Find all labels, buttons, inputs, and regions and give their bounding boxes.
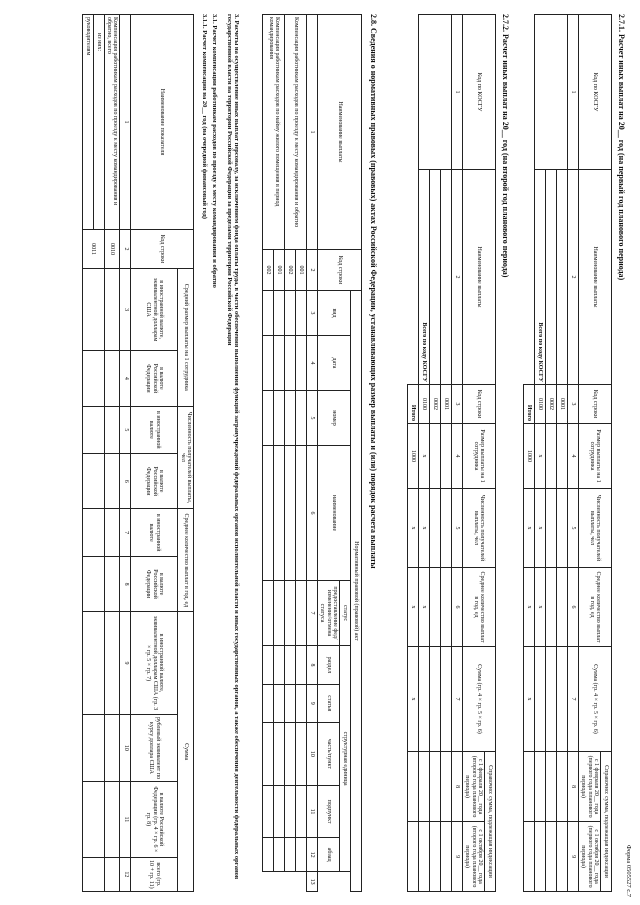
section-3-title: 3. Расчеты на осуществление иных выплат персоналу, за исключением фонда оплаты труда, в части обеспечения выполнения функций загранучреждений федеральных органов исполнительной власти и иных государственных органов, а также обеспечения деятельности федеральных органов государственной власти на территории Российской Федерации за пределами территории Российской Федерации: [225, 14, 240, 880]
num-cell: 12: [120, 857, 131, 891]
col-sum: Сумма: [178, 612, 194, 892]
num-cell: 1: [568, 15, 579, 170]
num-cell: 1: [452, 15, 463, 170]
col-avg: Среднее количество выплат в год, ед: [463, 568, 496, 647]
row-name: Компенсация работникам расходов по найму жилого помещения в период командирования: [263, 15, 285, 250]
col-code: Код строки: [579, 385, 612, 424]
col-kosgu: Код по КОСГУ: [463, 15, 496, 170]
num-cell: 1: [307, 15, 318, 250]
col-name: Наименование выплаты: [579, 170, 612, 385]
num-cell: 2: [120, 230, 131, 269]
x-cell: x: [419, 489, 430, 568]
col-status-sub: предоставление фед/изменение/отмена статуса: [318, 581, 340, 646]
x-cell: x: [419, 568, 430, 647]
col-oct: с 1 октября 20__ года (первого года планового периода): [579, 822, 601, 892]
num-cell: 4: [452, 424, 463, 489]
row-code: 0001: [441, 385, 452, 424]
table-2-7-2: [407, 14, 496, 892]
num-cell: 12: [307, 838, 318, 872]
col-avg: Среднее количество выплат в год, ед: [579, 568, 612, 647]
col-avgcount: Среднее количество выплат в год, ед: [178, 509, 194, 612]
section-2-7-2-title: 2.7.2. Расчет иных выплат на 20__ год (на второй год планового периода): [501, 14, 510, 278]
num-cell: 5: [568, 489, 579, 568]
table-2-8: [262, 14, 362, 892]
col-section: раздел: [318, 646, 340, 685]
num-cell: 4: [307, 336, 318, 391]
x-cell: x: [524, 568, 535, 647]
col-count: Численность получателей выплаты, чел: [579, 489, 612, 568]
col-kind: вид: [318, 291, 351, 336]
col-sum-total: всего (гр. 10 + гр. 11): [131, 857, 178, 891]
col-feb: с 1 февраля 20__ года (первого года планового периода): [579, 752, 601, 822]
col-avg: Средний размер выплаты на 1 сотрудника: [178, 269, 194, 407]
num-cell: 5: [120, 406, 131, 453]
table-row: [441, 15, 452, 892]
col-oct: с 1 октября 20__ года (второго года планового периода): [463, 822, 485, 892]
num-cell: 2: [307, 250, 318, 291]
row-code: 001: [274, 250, 285, 291]
num-cell: 6: [307, 446, 318, 581]
col-kosgu: Код по КОСГУ: [579, 15, 612, 170]
total-code: 1000: [524, 424, 535, 489]
num-cell: 3: [452, 385, 463, 424]
x-cell: x: [535, 489, 546, 568]
col-cnt-fx: в иностранной валюте: [131, 406, 178, 453]
x-cell: x: [535, 568, 546, 647]
col-avgcnt-fx: в иностранной валюте: [131, 509, 178, 556]
num-cell: 13: [307, 872, 318, 892]
section-3-1-title: 3.1. Расчет компенсации работникам расходов по проезду к месту командирования и обратно: [211, 14, 218, 288]
col-date: дата: [318, 336, 351, 391]
num-cell: 10: [120, 714, 131, 781]
form-code: Форма 0505527 с.7: [625, 844, 632, 897]
num-cell: 7: [568, 647, 579, 752]
num-cell: 4: [120, 351, 131, 406]
total-kosgu-code: 0100: [419, 385, 430, 424]
col-code: Код строки: [131, 230, 194, 269]
num-cell: 5: [452, 489, 463, 568]
col-part: структурная единица: [340, 646, 351, 872]
x-cell: x: [524, 647, 535, 752]
row-code: 0001: [557, 385, 568, 424]
num-cell: 2: [452, 170, 463, 385]
col-code: Код строки: [318, 250, 362, 291]
num-cell: 8: [452, 752, 463, 822]
x-cell: x: [408, 647, 419, 752]
num-cell: 7: [452, 647, 463, 752]
total-kosgu-label: Всего по коду КОСГУ: [419, 170, 430, 385]
num-cell: 9: [307, 684, 318, 722]
num-cell: 6: [452, 568, 463, 647]
col-name: Наименование показателя: [131, 15, 194, 230]
col-avg-rub: в валюте Российской Федерации: [131, 351, 178, 406]
num-cell: 6: [568, 568, 579, 647]
total-label: Итого: [524, 385, 535, 424]
row-name: из них:: [93, 15, 104, 230]
table-3-1-1: [82, 14, 194, 892]
num-cell: 11: [120, 782, 131, 858]
num-cell: 3: [568, 385, 579, 424]
col-code: Код строки: [463, 385, 496, 424]
num-cell: 8: [120, 556, 131, 611]
col-size: Размер выплаты на 1 сотрудника: [463, 424, 496, 489]
col-status: статус: [340, 581, 351, 646]
table-row: [524, 15, 535, 892]
table-row: [104, 15, 120, 892]
num-cell: 8: [568, 752, 579, 822]
col-sum: Сумма (гр. 4 × гр. 5 × гр. 6): [579, 647, 612, 752]
total-code: 1000: [408, 424, 419, 489]
table-2-7-1: [523, 14, 612, 892]
row-code: 0011: [82, 230, 104, 269]
row-name: Компенсация работникам расходов по проезду к месту командирования и обратно: [285, 15, 307, 250]
col-size: Размер выплаты на 1 сотрудника: [579, 424, 612, 489]
num-cell: 3: [120, 269, 131, 351]
col-sum: Сумма (гр. 4 × гр. 5 × гр. 6): [463, 647, 496, 752]
num-cell: 5: [307, 391, 318, 446]
num-cell: 2: [568, 170, 579, 385]
num-cell: 1: [120, 15, 131, 230]
col-subpoint: подпункт: [318, 786, 340, 838]
num-cell: 4: [568, 424, 579, 489]
col-article: статья: [318, 684, 340, 722]
col-act: Нормативный правовой (правовой) акт: [351, 291, 362, 892]
col-indexation: Справочно: сумма, подлежащая индексации: [601, 752, 612, 892]
num-cell: 6: [120, 454, 131, 509]
section-2-8-title: 2.8. Сведения о нормативных правовых (правовых) актах Российской Федерации, устанавливающих размер выплаты и (или) порядок расчета выплаты: [369, 14, 378, 569]
col-name: Наименование выплаты: [318, 15, 362, 250]
table-row: [274, 15, 285, 892]
x-cell: x: [408, 489, 419, 568]
total-kosgu-code: 0100: [535, 385, 546, 424]
col-feb: с 1 февраля 20__ года (второго года планового периода): [463, 752, 485, 822]
x-cell: x: [408, 568, 419, 647]
col-avg-fx: в иностранной валюте, эквивалентной долларам США: [131, 269, 178, 351]
num-cell: 7: [307, 581, 318, 646]
col-cnt-rub: в валюте Российской Федерации: [131, 454, 178, 509]
col-sum-fx: в иностранной валюте, эквивалентной долларам США (гр. 3 × гр. 5 × гр. 7): [131, 612, 178, 715]
row-code: 0002: [546, 385, 557, 424]
col-indexation: Справочно: сумма, подлежащая индексации: [485, 752, 496, 892]
col-sum-rub: в валюте Российской Федерации (гр. 4 × гр. 6 × гр. 8): [131, 782, 178, 858]
col-count: Численность получателей выплаты, чел: [463, 489, 496, 568]
num-cell: 7: [120, 509, 131, 556]
x-cell: x: [535, 424, 546, 489]
col-number: номер: [318, 391, 351, 446]
section-2-7-1-title: 2.7.1. Расчет иных выплат на 20__ год (на первый год планового периода): [617, 14, 626, 281]
row-name: руководителям: [82, 15, 93, 230]
col-avgcnt-rub: в валюте Российской Федерации: [131, 556, 178, 611]
num-cell: 10: [307, 722, 318, 785]
num-cell: 9: [568, 822, 579, 892]
num-cell: 11: [307, 786, 318, 838]
col-point: часть/пункт: [318, 722, 340, 785]
num-cell: 9: [120, 612, 131, 715]
total-label: Итого: [408, 385, 419, 424]
x-cell: x: [524, 489, 535, 568]
table-row: [93, 15, 104, 892]
table-row: [408, 15, 419, 892]
row-code: 0010: [104, 230, 120, 269]
col-count: Численность получателей выплаты, чел: [178, 406, 194, 509]
row-code: 002: [285, 250, 296, 291]
row-code: 0002: [430, 385, 441, 424]
num-cell: 8: [307, 646, 318, 685]
col-title: наименование: [318, 446, 351, 581]
table-row: [296, 15, 307, 892]
row-code: 002: [263, 250, 274, 291]
col-sum-rubeq: рублевый эквивалент по курсу доллара США: [131, 714, 178, 781]
row-code: 001: [296, 250, 307, 291]
num-cell: 3: [307, 291, 318, 336]
table-row: [557, 15, 568, 892]
col-name: Наименование выплаты: [463, 170, 496, 385]
col-paragraph: абзац: [318, 838, 340, 872]
section-3-1-1-title: 3.1.1. Расчет компенсации на 20__ год (на очередной финансовый год): [201, 14, 208, 219]
x-cell: x: [419, 424, 430, 489]
num-cell: 9: [452, 822, 463, 892]
total-kosgu-label: Всего по коду КОСГУ: [535, 170, 546, 385]
row-name: Компенсация работникам расходов по проезду к месту командирования и обратно, всего: [104, 15, 120, 230]
